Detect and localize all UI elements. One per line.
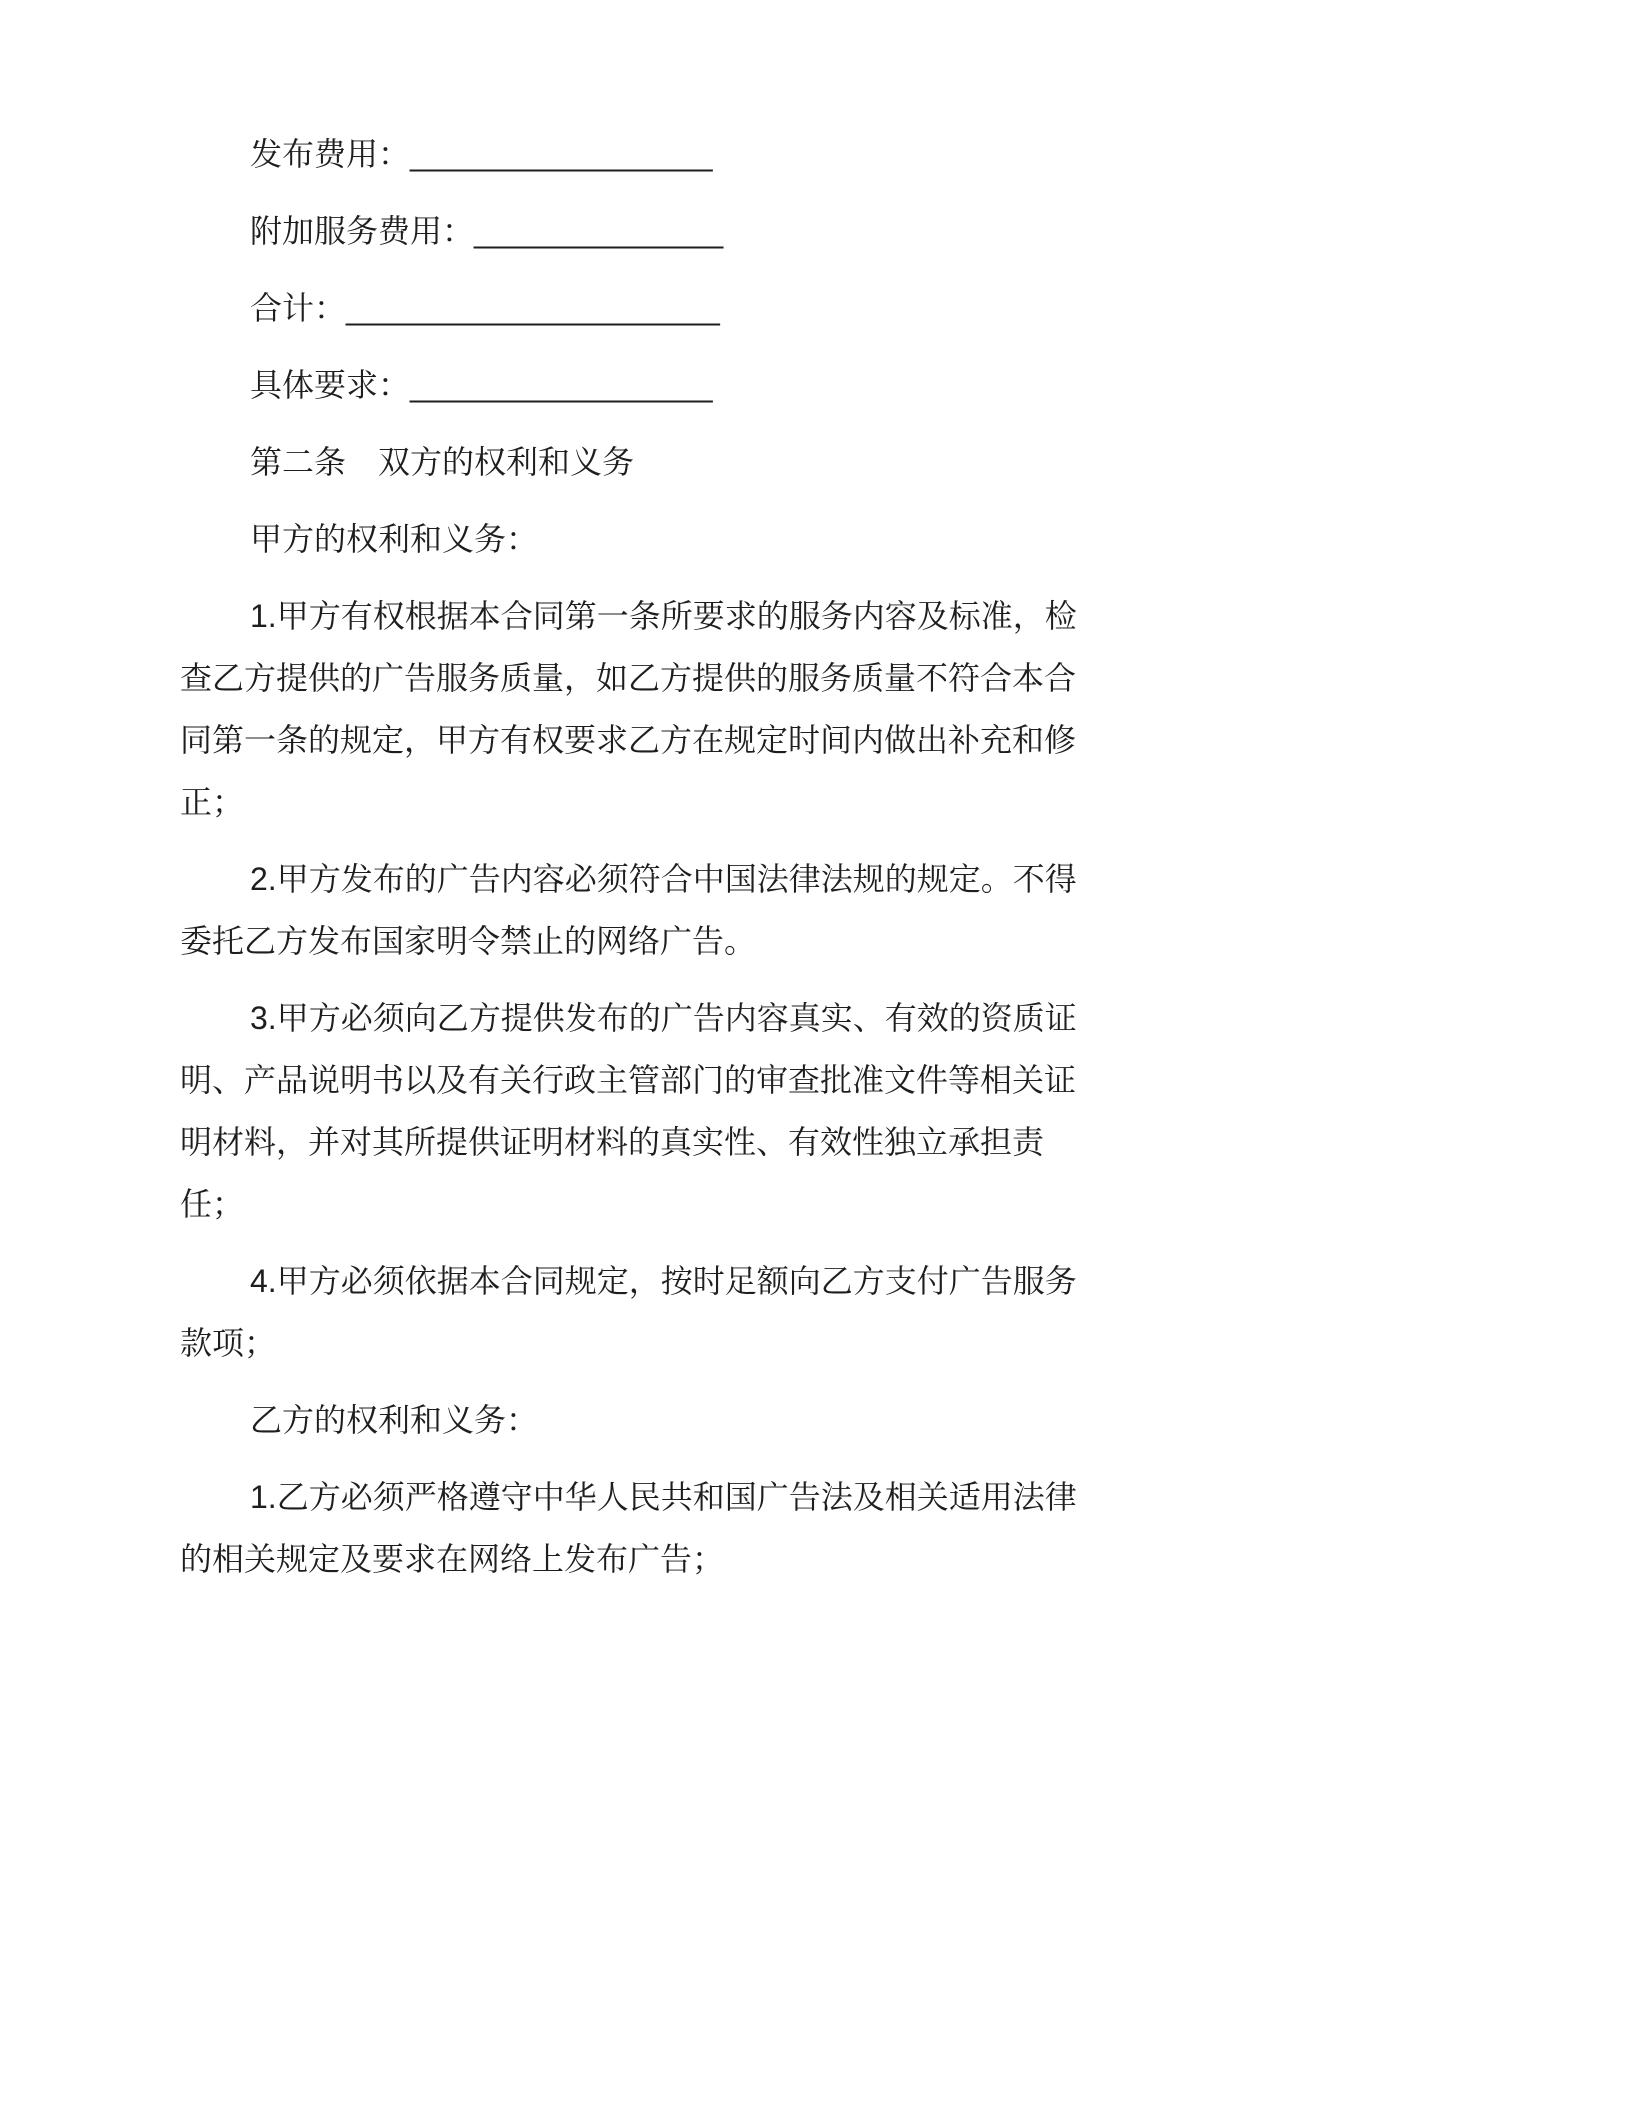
field-publish-fee-label: 发布费用：: [250, 136, 411, 172]
field-specific-requirements-label: 具体要求：: [250, 367, 411, 403]
field-additional-service-fee-label: 附加服务费用：: [250, 213, 475, 249]
field-additional-service-fee-blank: ______________: [474, 213, 724, 249]
party-a-title: 甲方的权利和义务：: [250, 521, 539, 557]
field-specific-requirements: [180, 354, 1092, 416]
party-b-title: 乙方的权利和义务：: [250, 1402, 539, 1438]
field-specific-requirements-blank: _________________: [410, 367, 713, 403]
party-b-item-1: 1.乙方必须严格遵守中华人民共和国广告法及相关适用法律的相关规定及要求在网络上发布广告；: [180, 1479, 1077, 1577]
field-total-blank: _____________________: [346, 290, 720, 326]
party-a-item-1: 1.甲方有权根据本合同第一条所要求的服务内容及标准，检查乙方提供的广告服务质量，如乙方提供的服务质量不符合本合同第一条的规定，甲方有权要求乙方在规定时间内做出补充和修正；: [180, 598, 1077, 820]
party-a-item-3: 3.甲方必须向乙方提供发布的广告内容真实、有效的资质证明、产品说明书以及有关行政主管部门的审查批准文件等相关证明材料，并对其所提供证明材料的真实性、有效性独立承担责任；: [180, 1000, 1077, 1222]
field-total: [180, 277, 1092, 339]
field-publish-fee: [180, 123, 1092, 185]
section-heading: 第二条 双方的权利和义务: [250, 444, 635, 480]
field-publish-fee-blank: _________________: [410, 136, 713, 172]
party-a-item-2: 2.甲方发布的广告内容必须符合中国法律法规的规定。不得委托乙方发布国家明令禁止的网络广告。: [180, 861, 1077, 959]
field-total-label: 合计：: [250, 290, 347, 326]
field-additional-service-fee: [180, 200, 1092, 262]
party-a-item-4: 4.甲方必须依据本合同规定，按时足额向乙方支付广告服务款项；: [180, 1263, 1077, 1361]
